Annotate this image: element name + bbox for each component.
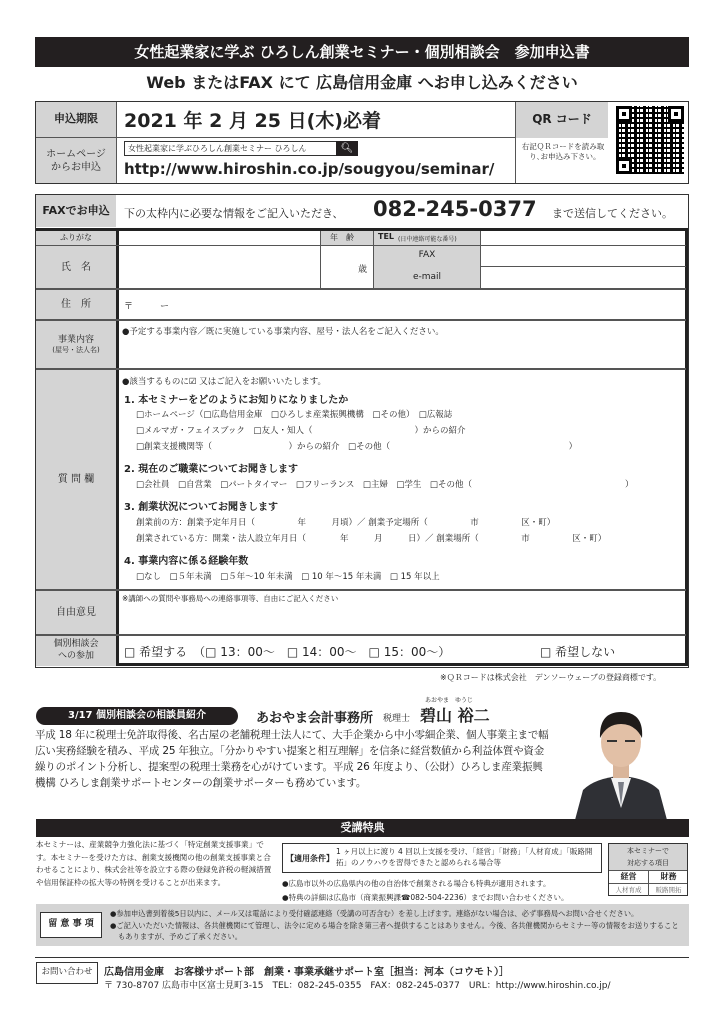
url-link[interactable]: http://www.hiroshin.co.jp/sougyou/seminar/ (124, 160, 495, 178)
web-label: ホームページ からお申込 (36, 138, 116, 183)
fax-tail: まで送信してください。 (552, 207, 673, 220)
tel-input[interactable] (484, 232, 684, 244)
page-title: 女性起業家に学ぶ ひろしん創業セミナー・個別相談会 参加申込書 (35, 37, 689, 67)
business-label: 事業内容 (57, 335, 94, 345)
contact-line-1: 広島信用金庫 お客様サポート部 創業・事業承継サポート室［担当：河本（コウモト）］ (104, 967, 509, 978)
notes-item-2: ●ご記入いただいた情報は、各共催機関にて管理し、法令に定める場合を除き第三者へ提供することはありません。今後、各共催機関からセミナー等の情報をお送りすることもありますが、予めご了承ください。 (110, 921, 679, 941)
name-label: 氏 名 (61, 261, 91, 273)
email-field-label: e-mail (412, 271, 442, 282)
consult-no-option[interactable]: □ 希望しない (540, 645, 616, 659)
benefits-side-title: 本セミナーで 対応する項目 (609, 844, 687, 870)
question-3-row-1[interactable]: 創業前の方：創業予定年月日（ 年 月頃）／ 創業予定場所（ 市 区・町） (136, 518, 556, 528)
email-input[interactable] (484, 268, 684, 286)
age-label: 年 齢 (330, 233, 354, 242)
advisor-photo (555, 698, 687, 820)
benefit-item-sales: 販路開拓 (655, 885, 682, 894)
qr-trademark-note: ※ＱＲコードは株式会社 デンソーウェーブの登録商標です。 (440, 673, 662, 682)
tel-note: (日中連絡可能な番号) (398, 236, 457, 243)
fax-input[interactable] (484, 248, 684, 264)
notes-item-1: ●参加申込書到着後5日以内に、メール又は電話により受付確認連絡（受講の可否含む）を差し上げます。連絡がない場合は、必ず事務局へお問い合せください。 (110, 909, 639, 918)
benefits-note-2: ●特典の詳細は広島市（商業振興課☎082-504-2236）までお問い合わせください。 (282, 893, 569, 902)
consult-yes-options[interactable]: □ 希望する （□ 13：00～ □ 14：00～ □ 15：00～） (124, 645, 451, 659)
deadline-value: 2021 年 2 月 25 日(木)必着 (124, 110, 381, 132)
benefit-item-hr: 人材育成 (615, 885, 642, 894)
fax-label: FAXでお申込 (36, 195, 116, 227)
question-3-row-2[interactable]: 創業されている方：開業・法人設立年月日（ 年 月 日）／ 創業場所（ 市 区・町） (136, 534, 607, 544)
questions-intro: ●該当するものに☑ 又はご記入をお願いいたします。 (122, 377, 327, 387)
advisor-name: 碧山 裕二 (420, 706, 490, 725)
benefit-item-management: 経営 (620, 871, 637, 881)
question-4-options[interactable]: □なし □５年未満 □５年～10 年未満 □ 10 年～15 年未満 □ 15 年以上 (136, 572, 440, 582)
question-1-options-3[interactable]: □創業支援機関等（ ）からの紹介 □その他（ ） (136, 442, 578, 452)
address-label: 住 所 (61, 298, 91, 310)
benefits-text: 本セミナーは、産業競争力強化法に基づく「特定創業支援事業」です。本セミナーを受けた方は、創業支援機関の他の創業支援事業と合わせることにより、株式会社等を設立する際の登録免許税の軽減措置や信用保証枠の拡大等の特例を受けることが出来ます。 (36, 840, 272, 887)
contact-line-2: 〒 730-8707 広島市中区富士見町3-15 TEL：082-245-0355 FAX：082-245-0377 URL：http://www.hiroshin.co.jp/ (104, 981, 611, 991)
question-4: 4. 事業内容に係る経験年数 (124, 556, 249, 567)
free-opinion-input[interactable] (120, 605, 682, 632)
notes-label: 留 意 事 項 (40, 912, 102, 938)
fax-intro: 下の太枠内に必要な情報をご記入いただき、 (124, 207, 344, 220)
tel-label: TEL (378, 232, 395, 241)
benefit-item-finance: 財務 (660, 871, 677, 881)
search-text: 女性起業家に学ぶひろしん創業セミナー ひろしん (128, 144, 307, 153)
advisor-tag: 3/17 個別相談会の相談員紹介 (36, 707, 238, 725)
benefits-title: 受講特典 (36, 819, 689, 837)
age-input[interactable] (325, 248, 355, 286)
contact-label: お問い合わせ (36, 962, 98, 984)
benefits-condition-label: 【適用条件】 (286, 854, 334, 863)
advisor-bio: 平成 18 年に税理士免許取得後、名古屋の老舗税理士法人にて、大手企業から中小零細企業、個人事業主まで幅広い実務経験を積み、平成 25 年独立。「分かりやすい提案と相互理解」を信条に経営数値から利益体質や資金繰りのポイント分析し、提案型の税理士業務を心がけています。平成 26 年度より、（公財）ひろしま産業振興機構 ひろしま創業サポートセンターの創業サポーターも務めています。 (35, 729, 549, 789)
name-input[interactable] (120, 248, 316, 286)
age-unit: 歳 (358, 265, 368, 275)
question-1-options-1[interactable]: □ホームページ（□広島信用金庫 □ひろしま産業振興機構 □その他） □広報誌 (136, 410, 453, 420)
address-input[interactable]: 〒 ー (124, 302, 170, 312)
question-1: 1. 本セミナーをどのようにお知りになりましたか (124, 395, 349, 406)
page-subtitle: Web またはFAX にて 広島信用金庫 へお申し込みください (146, 73, 578, 92)
free-opinion-label: 自由意見 (56, 606, 96, 618)
benefits-condition: 1 ヶ月以上に渡り 4 回以上支援を受け、「経営」「財務」「人材育成」「販路開拓」のノウハウを習得できたと認められる場合等 (336, 847, 593, 867)
questions-label: 質 問 欄 (57, 473, 95, 485)
advisor-office: あおやま会計事務所 (256, 711, 374, 726)
fax-number: 082-245-0377 (373, 197, 537, 221)
business-note: ●予定する事業内容／既に実施している事業内容、屋号・法人名をご記入ください。 (122, 327, 444, 337)
advisor-name-ruby: あおやま ゆうじ (425, 697, 474, 704)
deadline-label: 申込期限 (36, 102, 116, 137)
business-sublabel: (屋号・法人名) (52, 346, 100, 354)
question-2-options[interactable]: □会社員 □自営業 □パートタイマー □フリーランス □主婦 □学生 □その他（ ） (136, 480, 634, 490)
furigana-input[interactable] (120, 232, 316, 244)
consult-label: 個別相談会 への参加 (53, 638, 99, 661)
advisor-role: 税理士 (383, 714, 411, 724)
fax-field-label: FAX (418, 250, 436, 261)
furigana-label: ふりがな (60, 232, 92, 242)
free-opinion-note: ※講師への質問や事務局への連絡事項等、自由にご記入ください (122, 594, 339, 603)
benefits-note-1: ●広島市以外の広島県内の他の自治体で創業される場合も特典が適用されます。 (282, 879, 551, 888)
question-1-options-2[interactable]: □メルマガ・フェイスブック □友人・知人（ ）からの紹介 (136, 426, 466, 436)
search-icon[interactable]: 🔍︎ (336, 141, 358, 156)
qr-label: QR コード (516, 102, 608, 138)
qr-note: 右記ＱＲコードを読み取り､お申込み下さい｡ (521, 142, 605, 162)
search-box[interactable] (124, 141, 358, 156)
question-3: 3. 創業状況についてお聞きします (124, 502, 279, 513)
question-2: 2. 現在のご職業についてお聞きします (124, 464, 299, 475)
